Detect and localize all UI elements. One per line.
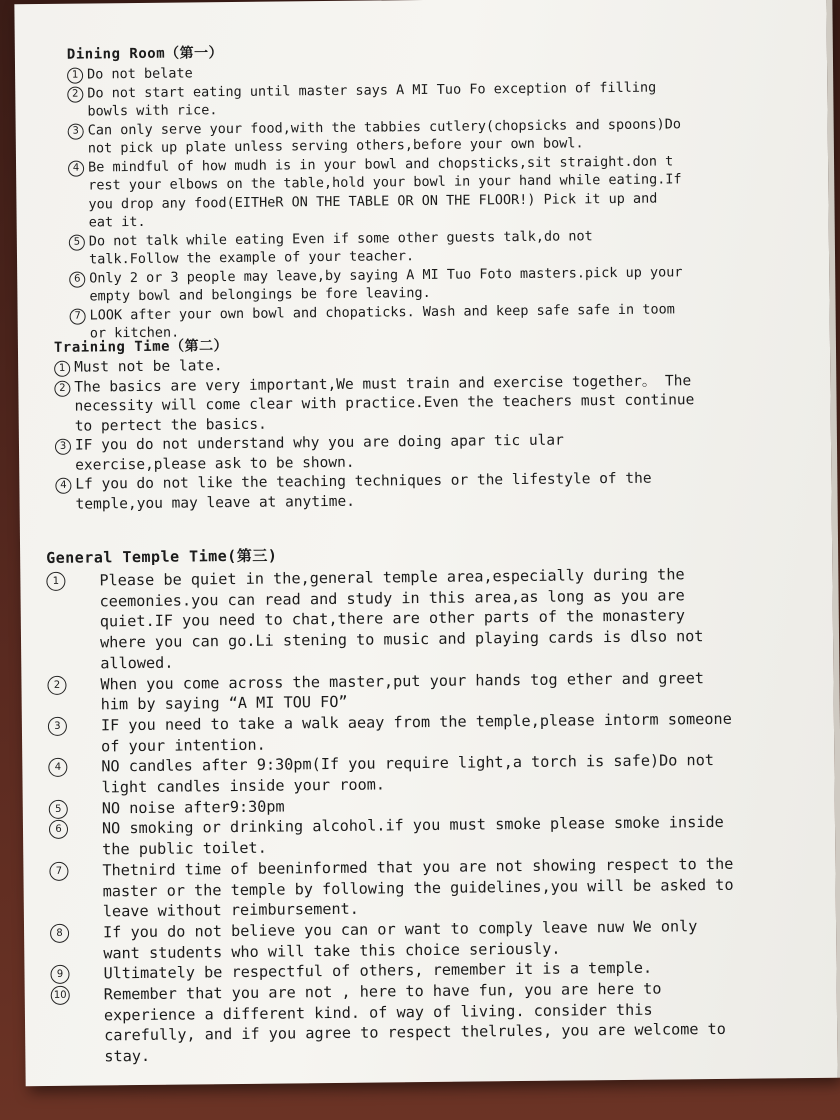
rule-text: LOOK after your own bowl and chopaticks. Wash and keep safe safe in toom or kitchen. <box>89 300 675 342</box>
rule-text: IF you need to take a walk aeay from the temple,please intorm someone of your intention. <box>100 709 732 756</box>
rule-text: Ultimately be respectful of others, remember it is a temple. <box>103 959 653 983</box>
rule-number: 3 <box>68 123 84 139</box>
rule-number: 2 <box>54 380 70 396</box>
dining-rule-6 <box>69 263 689 306</box>
rule-number: 4 <box>55 478 71 494</box>
rule-number: 7 <box>70 308 86 324</box>
dining-room-section <box>67 37 690 343</box>
rule-text: NO candles after 9:30pm(If you require light,a torch is safe)Do not light candles inside your room. <box>101 751 715 797</box>
rule-number: 2 <box>67 86 83 102</box>
training-rule-2 <box>54 372 695 437</box>
dining-rule-4 <box>68 152 689 232</box>
rule-text: If you do not believe you can or want to comply leave nuw We only want students who will take this choice seriously. <box>102 917 698 963</box>
general-rule-8 <box>50 916 740 965</box>
training-rule-4 <box>55 469 695 515</box>
rule-text: When you come across the master,put your hands tog ether and greet him by saying “A MI TOU FO” <box>100 668 705 714</box>
rule-text: Remember that you are not , here to have fun, you are here to experience a different kind. of way of living. consider this carefully, and if you agree to respect thelrules, you are welcome to stay. <box>103 979 727 1066</box>
rule-number: 9 <box>50 965 69 984</box>
rule-text: Please be quiet in the,general temple area,especially during the ceemonies.you can read and study in this area,as long as you are quiet.IF you need to chat,there are other parts of the monastery where you can go.Li stening to music and playing cards is dlso not allowed. <box>99 565 704 673</box>
general-rule-2 <box>47 667 737 716</box>
rule-text: Lf you do not like the teaching techniques or the lifestyle of the temple,you may leave at anytime. <box>75 470 652 513</box>
general-rule-3 <box>48 709 738 758</box>
rule-number: 10 <box>51 986 70 1005</box>
rule-number: 2 <box>47 675 66 694</box>
general-temple-time-section <box>46 540 741 1068</box>
rule-text: Do not talk while eating Even if some other guests talk,do not talk.Follow the example of your teacher. <box>88 227 593 268</box>
general-rule-4 <box>48 750 738 799</box>
dining-rule-5 <box>69 226 689 269</box>
general-temple-time-heading: General Temple Time(第三) <box>46 546 278 567</box>
dining-room-heading: Dining Room（第一） <box>66 45 224 63</box>
rule-number: 3 <box>48 717 67 736</box>
general-rule-10 <box>51 978 742 1068</box>
training-time-section <box>54 330 696 515</box>
rule-text: The basics are very important,We must train and exercise together。 The necessity will come clear with practice.Even the teachers must continue to pertect the basics. <box>74 372 695 435</box>
rule-text: Be mindful of how mudh is in your bowl and chopsticks,sit straight.don t rest your elbows on the table,hold your bowl in your hand while eating.If you drop any food(EITHeR ON THE TABLE OR ON THE FLOOR!) Pick it up and eat it. <box>87 152 682 231</box>
rule-text: Thetnird time of beeninformed that you are not showing respect to the master or the temple by following the guidelines,you will be asked to leave without reimbursement. <box>102 854 734 921</box>
rule-number: 4 <box>68 160 84 176</box>
rule-text: IF you do not understand why you are doing apar tic ular exercise,please ask to be shown. <box>74 432 564 474</box>
rule-number: 1 <box>67 68 83 84</box>
rule-number: 6 <box>69 271 85 287</box>
rule-text: NO smoking or drinking alcohol.if you must smoke please smoke inside the public toilet. <box>101 813 724 859</box>
rule-text: Can only serve your food,with the tabbies cutlery(chopsicks and spoons)Do not pick up plate unless serving others,before your own bowl. <box>87 115 682 157</box>
rule-number: 5 <box>69 234 85 250</box>
rule-number: 5 <box>49 800 68 819</box>
rule-text: Only 2 or 3 people may leave,by saying A MI Tuo Foto masters.pick up your empty bowl and belongings be fore leaving. <box>89 263 683 305</box>
rule-number: 1 <box>46 572 65 591</box>
rule-text: Do not belate <box>87 65 193 83</box>
rule-text: Do not start eating until master says A MI Tuo Fo exception of filling bowls with rice. <box>87 79 657 120</box>
rule-number: 6 <box>49 820 68 839</box>
rule-number: 3 <box>55 439 71 455</box>
rule-number: 7 <box>49 862 68 881</box>
general-rule-1 <box>46 564 737 675</box>
rules-sheet <box>14 0 837 1086</box>
rule-number: 4 <box>48 758 67 777</box>
rule-number: 8 <box>50 924 69 943</box>
training-time-heading: Training Time（第二） <box>53 338 229 356</box>
rule-text: Must not be late. <box>74 358 223 376</box>
general-rule-6 <box>49 812 739 861</box>
general-rule-7 <box>49 854 740 923</box>
rule-number: 1 <box>54 361 70 377</box>
rule-text: NO noise after9:30pm <box>101 797 285 818</box>
training-rule-3 <box>55 430 695 476</box>
